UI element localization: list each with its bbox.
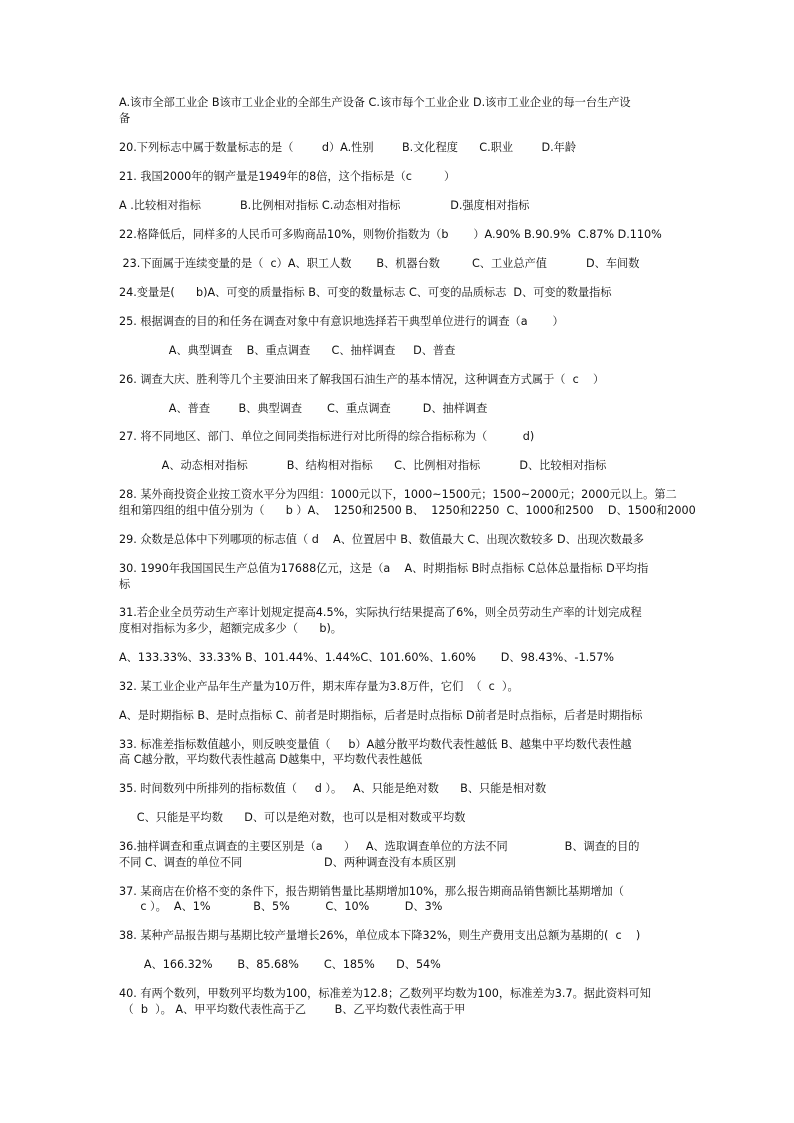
text-line: c ）。 A、1% B、5% C、10% D、3% <box>119 900 443 913</box>
text-line: 23.下面属于连续变量的是（ c）A、职工人数 B、机器台数 C、工业总产值 D、车间数 <box>119 257 640 270</box>
text-line: A、典型调查 B、重点调查 C、抽样调查 D、普查 <box>119 344 456 357</box>
text-line: 度相对指标为多少，超额完成多少（ b)。 <box>119 622 342 635</box>
text-line: 25. 根据调查的目的和任务在调查对象中有意识地选择若干典型单位进行的调查（a ） <box>119 315 564 328</box>
text-line: 22.格降低后，同样多的人民币可多购商品10%，则物价指数为（b ）A.90% B.90.9% C.87% D.110% <box>119 228 662 241</box>
text-line: A、普查 B、典型调查 C、重点调查 D、抽样调查 <box>119 402 488 415</box>
text-line: 高 C越分散，平均数代表性越高 D越集中，平均数代表性越低 <box>119 753 423 766</box>
text-line: A.该市全部工业企 B该市工业企业的全部生产设备 C.该市每个工业企业 D.该市工业企业的每一台生产设 <box>119 96 631 109</box>
text-line: 37. 某商店在价格不变的条件下，报告期销售量比基期增加10%，那么报告期商品销售额比基期增加（ <box>119 885 624 898</box>
text-line: C、只能是平均数 D、可以是绝对数，也可以是相对数或平均数 <box>119 811 466 824</box>
text-line: 29. 众数是总体中下列哪项的标志值（ d A、位置居中 B、数值最大 C、出现次数较多 D、出现次数最多 <box>119 533 644 546</box>
text-line: 20.下列标志中属于数量标志的是（ d）A.性别 B.文化程度 C.职业 D.年龄 <box>119 141 577 154</box>
text-line: 27. 将不同地区、部门、单位之间同类指标进行对比所得的综合指标称为（ d) <box>119 430 535 443</box>
text-line: A、动态相对指标 B、结构相对指标 C、比例相对指标 D、比较相对指标 <box>119 459 607 472</box>
text-line: 26. 调查大庆、胜利等几个主要油田来了解我国石油生产的基本情况，这种调查方式属于（ c ） <box>119 373 605 386</box>
text-line: 30. 1990年我国国民生产总值为17688亿元，这是（a A、时期指标 B时点指标 C总体总量指标 D平均指 <box>119 562 649 575</box>
text-line: （ b ）。 A、甲平均数代表性高于乙 B、乙平均数代表性高于甲 <box>119 1003 466 1016</box>
text-line: 31.若企业全员劳动生产率计划规定提高4.5%，实际执行结果提高了6%，则全员劳动生产率的计划完成程 <box>119 606 642 619</box>
text-line: 不同 C、调查的单位不同 D、两种调查没有本质区别 <box>119 856 456 869</box>
text-line: A .比较相对指标 B.比例相对指标 C.动态相对指标 D.强度相对指标 <box>119 199 530 212</box>
text-line: 32. 某工业企业产品年生产量为10万件，期末库存量为3.8万件，它们 （ c ）。 <box>119 680 519 693</box>
text-line: 24.变量是( b)A、可变的质量指标 B、可变的数量标志 C、可变的品质标志 D、可变的数量指标 <box>119 286 612 299</box>
text-line: 21. 我国2000年的钢产量是1949年的8倍，这个指标是（c ） <box>119 170 456 183</box>
text-line: 备 <box>119 112 131 125</box>
text-line: 40. 有两个数列，甲数列平均数为100，标准差为12.8；乙数列平均数为100，标准差为3.7。据此资料可知 <box>119 987 651 1000</box>
text-line: 标 <box>119 578 131 591</box>
text-line: 28. 某外商投资企业按工资水平分为四组：1000元以下，1000~1500元；1500~2000元；2000元以上。第二 <box>119 488 677 501</box>
text-line: 36.抽样调查和重点调查的主要区别是（a ） A、选取调查单位的方法不同 B、调查的目的 <box>119 840 640 853</box>
text-line: 35. 时间数列中所排列的指标数值（ d ）。 A、只能是绝对数 B、只能是相对数 <box>119 782 547 795</box>
text-line: A、133.33%、33.33% B、101.44%、1.44%C、101.60%、1.60% D、98.43%、-1.57% <box>119 651 615 664</box>
text-line: A、是时期指标 B、是时点指标 C、前者是时期指标，后者是时点指标 D前者是时点指标，后者是时期指标 <box>119 709 643 722</box>
text-line: 33. 标准差指标数值越小，则反映变量值（ b）A越分散平均数代表性越低 B、越集中平均数代表性越 <box>119 738 632 751</box>
text-line: 38. 某种产品报告期与基期比较产量增长26%，单位成本下降32%，则生产费用支出总额为基期的( c ) <box>119 929 641 942</box>
text-line: 组和第四组的组中值分别为（ b ）A、 1250和2500 B、 1250和2250 C、1000和2500 D、1500和2000 <box>119 504 696 517</box>
text-line: A、166.32% B、85.68% C、185% D、54% <box>119 958 441 971</box>
